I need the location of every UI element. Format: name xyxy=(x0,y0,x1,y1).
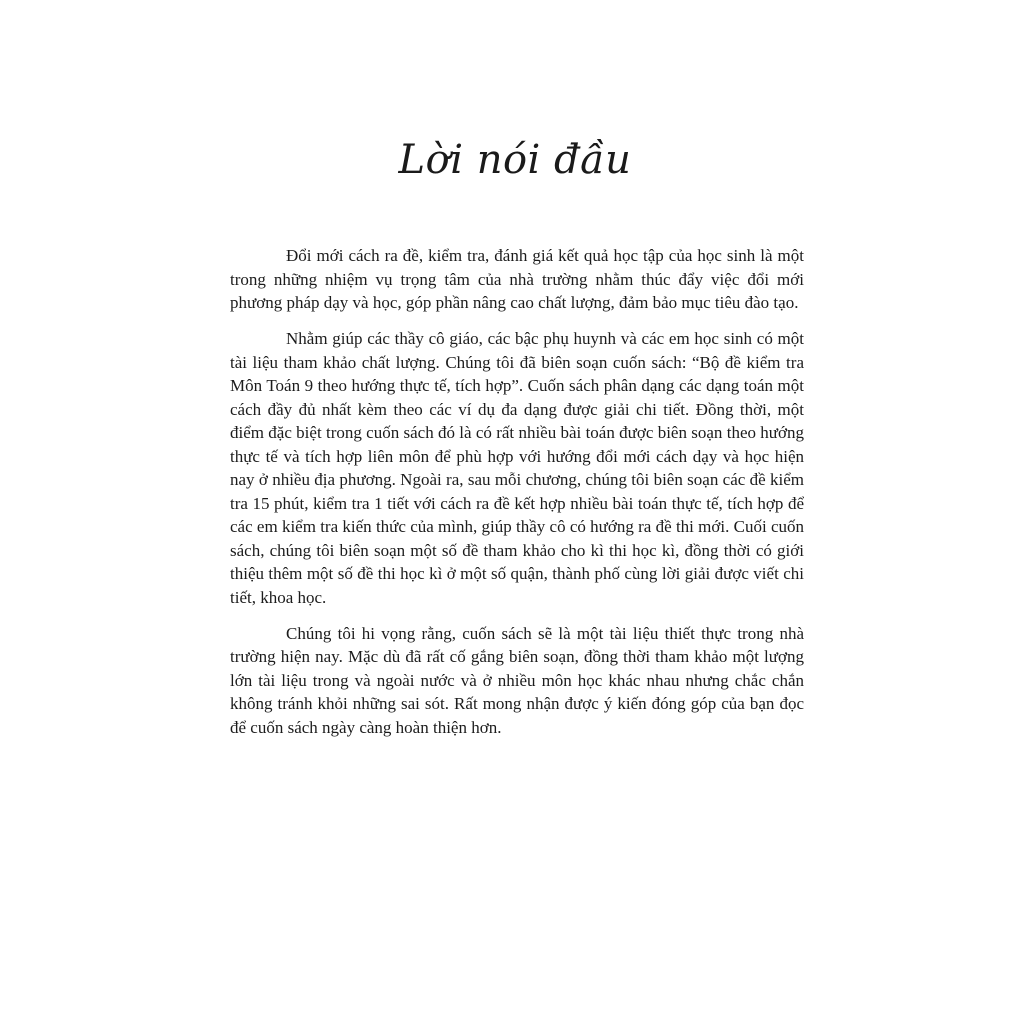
preface-body xyxy=(230,244,804,752)
paragraph-1: Đổi mới cách ra đề, kiểm tra, đánh giá kết quả học tập của học sinh là một trong những nhiệm vụ trọng tâm của nhà trường nhằm thúc đẩy việc đổi mới phương pháp dạy và học, góp phần nâng cao chất lượng, đảm bảo mục tiêu đào tạo. xyxy=(230,246,804,312)
paragraph-3: Chúng tôi hi vọng rằng, cuốn sách sẽ là một tài liệu thiết thực trong nhà trường hiện nay. Mặc dù đã rất cố gắng biên soạn, đồng thời tham khảo một lượng lớn tài liệu trong và ngoài nước và ở nhiều môn học khác nhau nhưng chắc chắn không tránh khỏi những sai sót. Rất mong nhận được ý kiến đóng góp của bạn đọc để cuốn sách ngày càng hoàn thiện hơn. xyxy=(230,623,804,737)
page-title: Lời nói đầu xyxy=(398,137,632,183)
paragraph-2: Nhằm giúp các thầy cô giáo, các bậc phụ huynh và các em học sinh có một tài liệu tham khảo chất lượng. Chúng tôi đã biên soạn cuốn sách: “Bộ đề kiểm tra Môn Toán 9 theo hướng thực tế, tích hợp”. Cuốn sách phân dạng các dạng toán một cách đầy đủ nhất kèm theo các ví dụ đa dạng được giải chi tiết. Đồng thời, một điểm đặc biệt trong cuốn sách đó là có rất nhiều bài toán được biên soạn theo hướng thực tế và tích hợp liên môn để phù hợp với hướng đổi mới cách dạy và học hiện nay ở nhiều địa phương. Ngoài ra, sau mỗi chương, chúng tôi biên soạn các đề kiểm tra 15 phút, kiểm tra 1 tiết với cách ra đề kết hợp nhiều bài toán thực tế, tích hợp để các em kiểm tra kiến thức của mình, giúp thầy cô có hướng ra đề thi mới. Cuối cuốn sách, chúng tôi biên soạn một số đề tham khảo cho kì thi học kì, đồng thời có giới thiệu thêm một số đề thi học kì ở một số quận, thành phố cùng lời giải được viết chi tiết, khoa học. xyxy=(230,329,804,607)
